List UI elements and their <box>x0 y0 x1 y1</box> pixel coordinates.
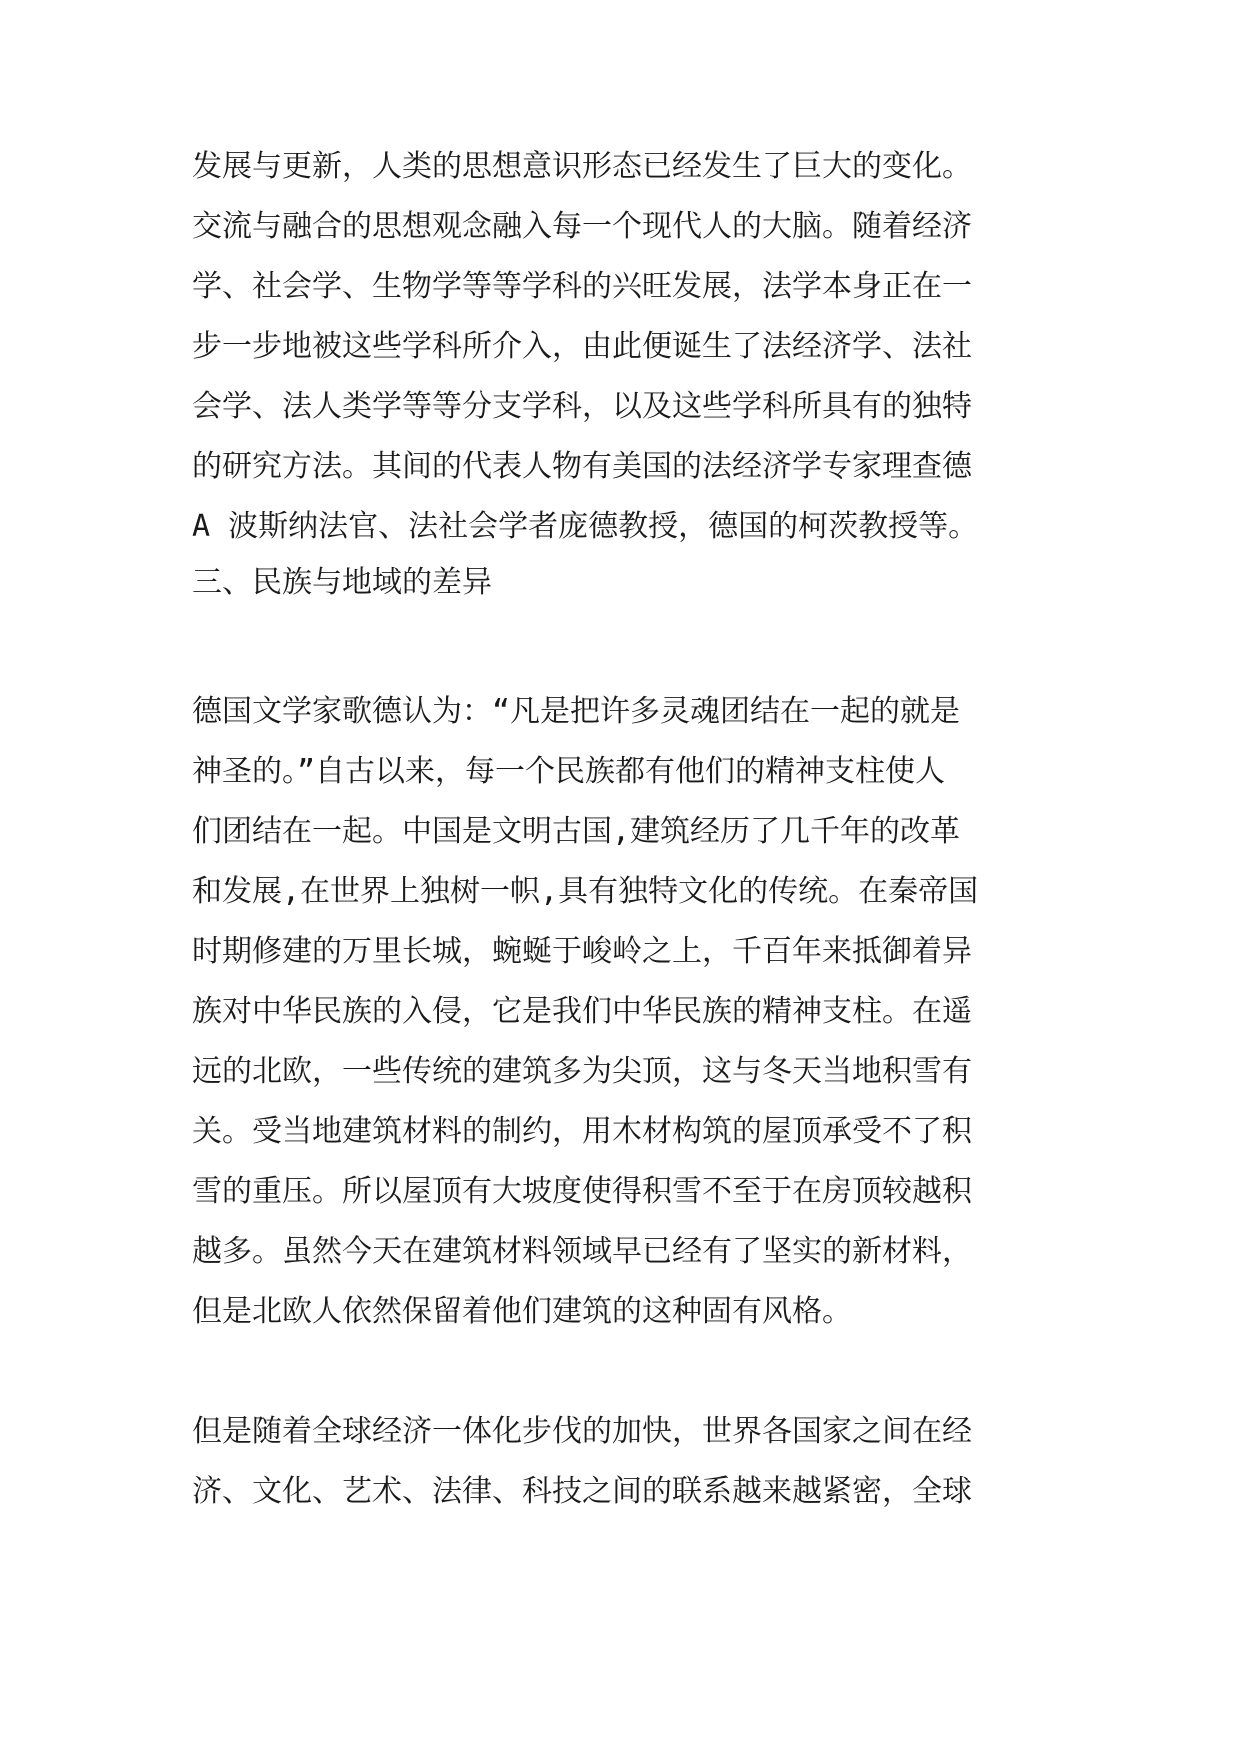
text-line: 但是随着全球经济一体化步伐的加快，世界各国家之间在经 <box>192 1414 972 1449</box>
text-line: 会学、法人类学等等分支学科，以及这些学科所具有的独特 <box>192 389 972 424</box>
paragraph-nation-region <box>192 682 1072 1342</box>
text-line: 济、文化、艺术、法律、科技之间的联系越来越紧密，全球 <box>192 1474 972 1509</box>
paragraph-globalization <box>192 1402 1072 1522</box>
text-line: 时期修建的万里长城，蜿蜒于峻岭之上，千百年来抵御着异 <box>192 934 972 969</box>
text-line: 发展与更新，人类的思想意识形态已经发生了巨大的变化。 <box>192 149 972 184</box>
paragraph-legal-disciplines <box>192 137 1072 557</box>
text-line: 学、社会学、生物学等等学科的兴旺发展，法学本身正在一 <box>192 269 972 304</box>
heading-text: 三、民族与地域的差异 <box>192 565 492 600</box>
text-line: A 波斯纳法官、法社会学者庞德教授，德国的柯茨教授等。 <box>192 509 979 544</box>
text-line: 但是北欧人依然保留着他们建筑的这种固有风格。 <box>192 1294 852 1329</box>
text-line: 雪的重压。所以屋顶有大坡度使得积雪不至于在房顶较越积 <box>192 1174 972 1209</box>
text-line: 越多。虽然今天在建筑材料领域早已经有了坚实的新材料， <box>192 1234 972 1269</box>
text-line: 交流与融合的思想观念融入每一个现代人的大脑。随着经济 <box>192 209 972 244</box>
text-line: 和发展,在世界上独树一帜,具有独特文化的传统。在秦帝国 <box>192 874 979 909</box>
text-line: 德国文学家歌德认为：“凡是把许多灵魂团结在一起的就是 <box>192 694 961 729</box>
text-line: 远的北欧，一些传统的建筑多为尖顶，这与冬天当地积雪有 <box>192 1054 972 1089</box>
text-line: 步一步地被这些学科所介入，由此便诞生了法经济学、法社 <box>192 329 972 364</box>
text-line: 族对中华民族的入侵，它是我们中华民族的精神支柱。在遥 <box>192 994 972 1029</box>
section-heading <box>192 553 1072 613</box>
text-line: 的研究方法。其间的代表人物有美国的法经济学专家理查德 <box>192 449 972 484</box>
text-line: 神圣的。”自古以来，每一个民族都有他们的精神支柱使人 <box>192 754 946 789</box>
text-line: 关。受当地建筑材料的制约，用木材构筑的屋顶承受不了积 <box>192 1114 972 1149</box>
text-line: 们团结在一起。中国是文明古国,建筑经历了几千年的改革 <box>192 814 961 849</box>
